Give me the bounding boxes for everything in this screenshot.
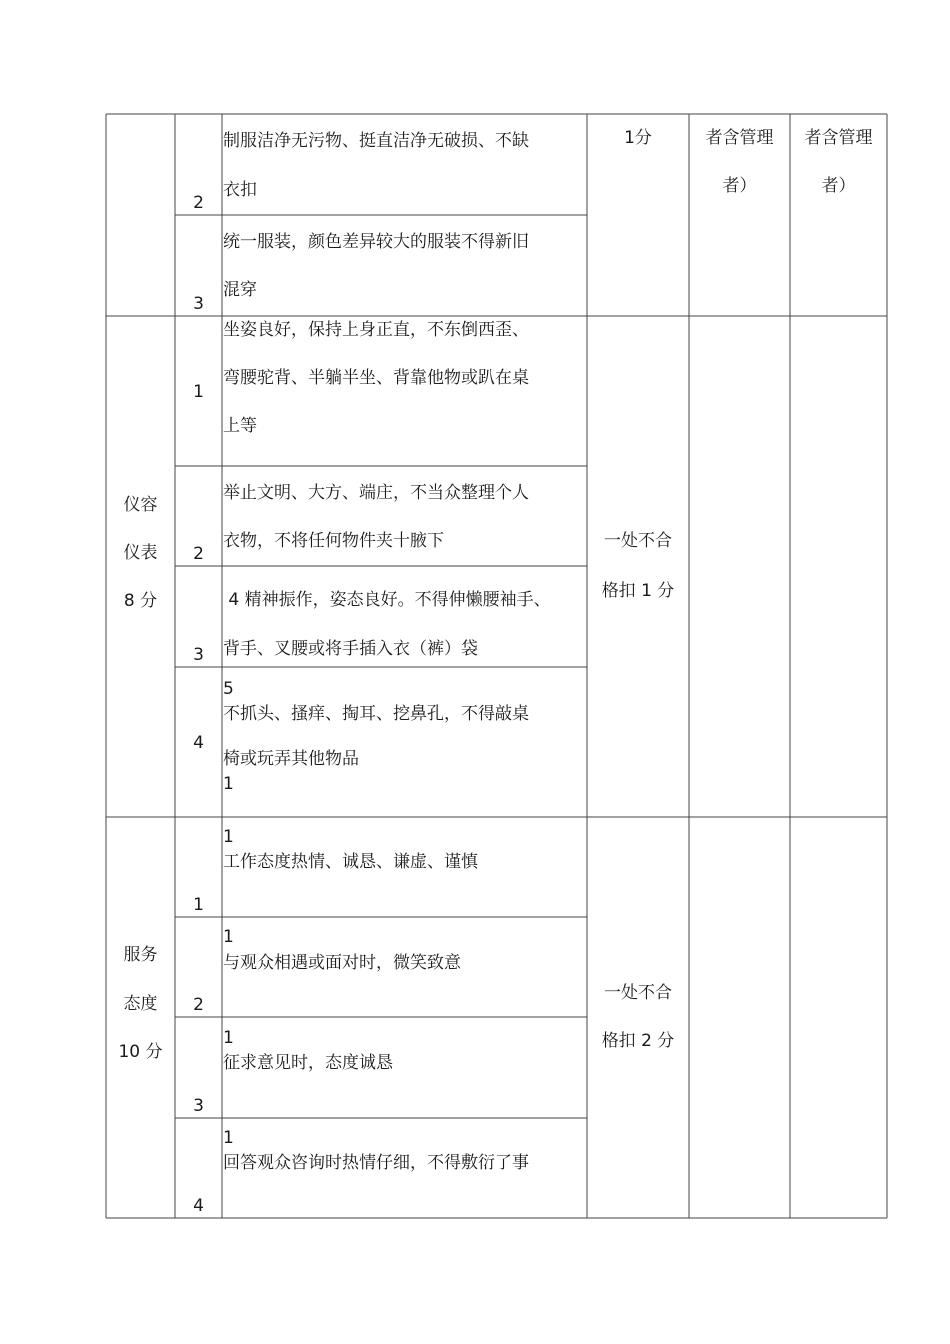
col5-text: 者含管理 [804, 128, 873, 148]
deduction-rule: 一处不合 [604, 531, 672, 551]
category-label: 仪表 [123, 543, 158, 563]
item-text: 1 [223, 1128, 234, 1148]
item-number: 4 [193, 1196, 204, 1216]
item-text: 征求意见时，态度诚恳 [223, 1053, 393, 1073]
item-number: 2 [193, 544, 204, 564]
item-text: 椅或玩弄其他物品 [223, 749, 359, 769]
item-number: 4 [193, 733, 204, 753]
item-text: 工作态度热情、诚恳、谦虚、谨慎 [223, 852, 478, 872]
item-text: 混穿 [223, 280, 257, 300]
item-number: 3 [193, 1096, 204, 1116]
score-value: 1分 [624, 128, 652, 148]
category-label: 仪容 [123, 495, 158, 515]
item-number: 1 [193, 895, 204, 915]
item-text: 上等 [223, 416, 257, 436]
item-text: 1 [223, 927, 234, 947]
item-text: 回答观众咨询时热情仔细，不得敷衍了事 [223, 1153, 529, 1173]
item-text: 4 精神振作，姿态良好。不得伸懒腰袖手、 [223, 590, 551, 610]
item-text: 背手、叉腰或将手插入衣（裤）袋 [223, 639, 478, 659]
deduction-rule: 格扣 1 分 [601, 581, 675, 601]
item-number: 1 [193, 382, 204, 402]
item-number: 3 [193, 294, 204, 314]
item-text: 与观众相遇或面对时，微笑致意 [223, 953, 461, 973]
item-text: 5 [223, 679, 234, 699]
item-text: 坐姿良好，保持上身正直，不东倒西歪、 [223, 320, 529, 340]
item-number: 2 [193, 995, 204, 1015]
item-text: 制服洁净无污物、挺直洁净无破损、不缺 [223, 131, 529, 151]
deduction-rule: 一处不合 [604, 983, 672, 1003]
deduction-rule: 格扣 2 分 [601, 1031, 675, 1051]
item-text: 1 [223, 827, 234, 847]
item-text: 弯腰驼背、半躺半坐、背靠他物或趴在桌 [223, 368, 529, 388]
item-text: 1 [223, 774, 234, 794]
item-number: 3 [193, 645, 204, 665]
item-text: 不抓头、搔痒、掏耳、挖鼻孔，不得敲桌 [223, 704, 529, 724]
col5-text: 者） [821, 176, 856, 196]
item-text: 举止文明、大方、端庄，不当众整理个人 [223, 483, 529, 503]
item-text: 衣物，不将任何物件夹十腋下 [223, 531, 444, 551]
item-text: 1 [223, 1028, 234, 1048]
category-score: 10 分 [118, 1042, 163, 1062]
item-number: 2 [193, 193, 204, 213]
item-text: 统一服装，颜色差异较大的服装不得新旧 [223, 232, 529, 252]
category-label: 服务 [123, 945, 158, 965]
col4-text: 者含管理 [705, 128, 774, 148]
category-label: 态度 [123, 994, 158, 1014]
col4-text: 者） [722, 176, 757, 196]
category-score: 8 分 [123, 591, 158, 611]
item-text: 衣扣 [223, 180, 257, 200]
